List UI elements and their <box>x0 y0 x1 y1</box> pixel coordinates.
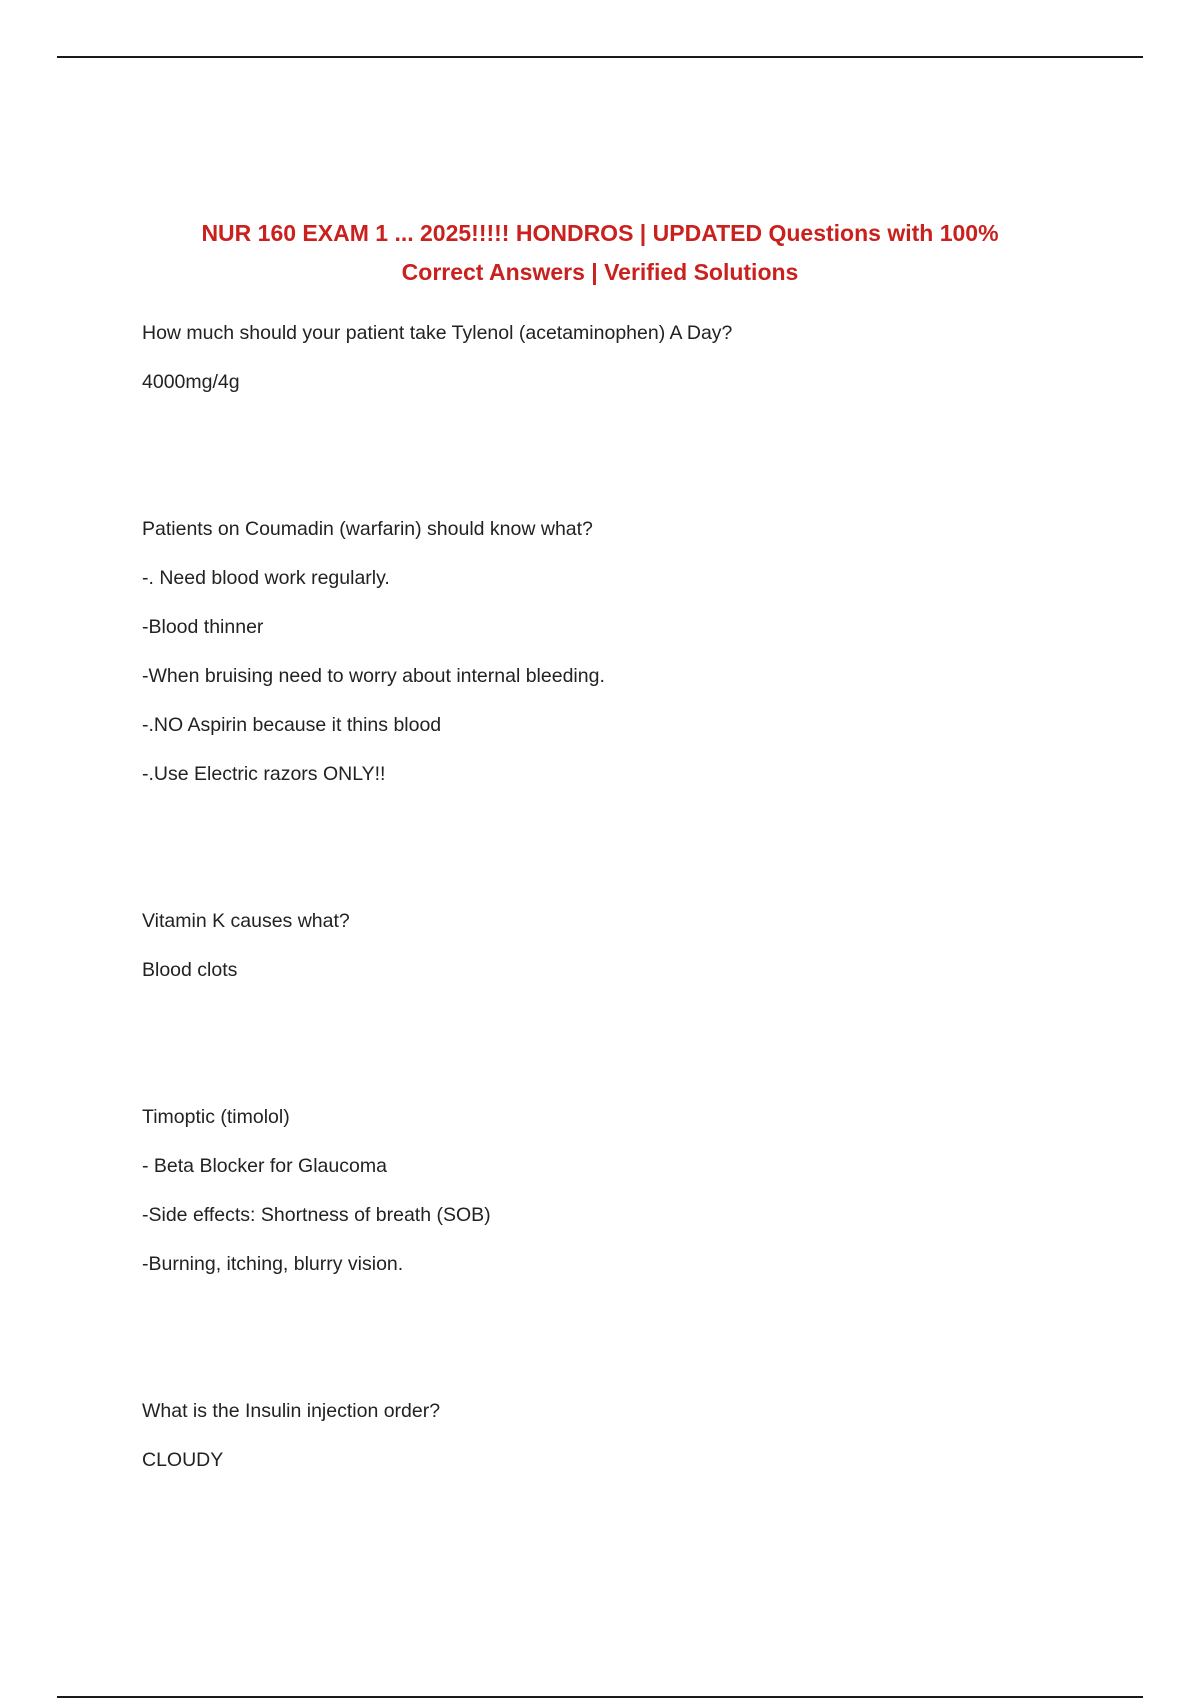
question-text: Vitamin K causes what? <box>142 910 350 932</box>
qa-item <box>142 309 1102 407</box>
answer-text: -Burning, itching, blurry vision. <box>142 1253 404 1275</box>
qa-item <box>142 897 1102 995</box>
answer-text: CLOUDY <box>142 1449 224 1471</box>
question-text: What is the Insulin injection order? <box>142 1400 441 1422</box>
qa-item <box>142 1387 1102 1485</box>
qa-item <box>142 505 1102 799</box>
answer-text: -.NO Aspirin because it thins blood <box>142 714 442 736</box>
answer-text: - Beta Blocker for Glaucoma <box>142 1155 387 1177</box>
document-title <box>130 214 1070 292</box>
qa-list <box>142 309 1102 1485</box>
question-text: Patients on Coumadin (warfarin) should know what? <box>142 518 593 540</box>
answer-text: -Side effects: Shortness of breath (SOB) <box>142 1204 491 1226</box>
answer-text: 4000mg/4g <box>142 371 240 393</box>
answer-text: -Blood thinner <box>142 616 264 638</box>
bottom-divider <box>57 1696 1143 1698</box>
answer-text: -.Use Electric razors ONLY!! <box>142 763 386 785</box>
question-text: How much should your patient take Tylenol (acetaminophen) A Day? <box>142 322 733 344</box>
question-text: Timoptic (timolol) <box>142 1106 290 1128</box>
document-title-line-1: NUR 160 EXAM 1 ... 2025!!!!! HONDROS | UPDATED Questions with 100% <box>201 220 999 246</box>
answer-text: -When bruising need to worry about internal bleeding. <box>142 665 605 687</box>
answer-text: Blood clots <box>142 959 238 981</box>
qa-item <box>142 1093 1102 1289</box>
answer-text: -. Need blood work regularly. <box>142 567 390 589</box>
document-title-line-2: Correct Answers | Verified Solutions <box>401 259 799 285</box>
top-divider <box>57 56 1143 58</box>
